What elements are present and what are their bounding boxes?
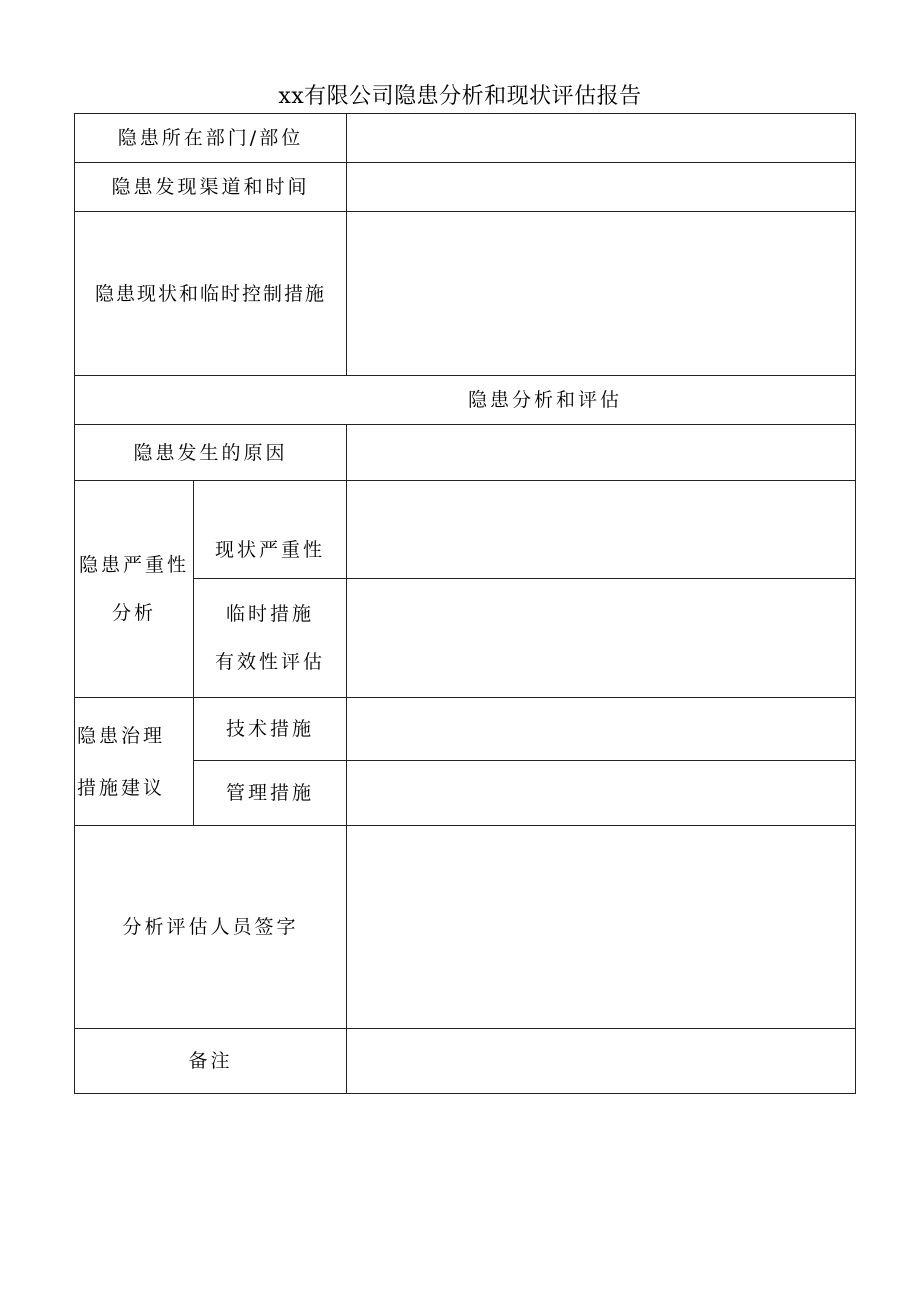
remarks-field[interactable] <box>347 1029 855 1093</box>
current-severity-label: 现状严重性 <box>214 539 325 561</box>
report-form <box>74 113 856 1094</box>
cause-label: 隐患发生的原因 <box>133 441 288 464</box>
severity-group-line-1: 隐患严重性 <box>78 554 189 576</box>
status-control-label: 隐患现状和临时控制措施 <box>94 282 326 305</box>
signature-label: 分析评估人员签字 <box>122 916 299 938</box>
dept-field[interactable] <box>347 114 855 162</box>
management-label: 管理措施 <box>225 782 314 804</box>
status-control-field[interactable] <box>347 212 855 375</box>
temp-measures-line-1: 临时措施 <box>225 603 314 625</box>
management-field[interactable] <box>347 761 855 825</box>
governance-group-line-2: 措施建议 <box>77 776 166 799</box>
report-title: xx有限公司隐患分析和现状评估报告 <box>278 84 642 109</box>
signature-field[interactable] <box>347 826 855 1028</box>
severity-group-line-2: 分析 <box>111 602 156 624</box>
governance-group-label <box>75 698 193 825</box>
temp-measures-line-2: 有效性评估 <box>214 651 325 673</box>
channel-time-field[interactable] <box>347 163 855 211</box>
technical-field[interactable] <box>347 698 855 760</box>
section-header: 隐患分析和评估 <box>467 389 622 411</box>
current-severity-field[interactable] <box>347 481 855 578</box>
dept-label: 隐患所在部门/部位 <box>117 127 304 149</box>
governance-group-line-1: 隐患治理 <box>77 724 166 747</box>
channel-time-label: 隐患发现渠道和时间 <box>111 176 310 198</box>
remarks-label: 备注 <box>188 1050 233 1072</box>
temp-measures-eval-field[interactable] <box>347 579 855 697</box>
technical-label: 技术措施 <box>225 718 314 740</box>
temp-measures-eval-label <box>194 579 346 697</box>
cause-field[interactable] <box>347 425 855 480</box>
severity-group-label <box>75 481 193 697</box>
